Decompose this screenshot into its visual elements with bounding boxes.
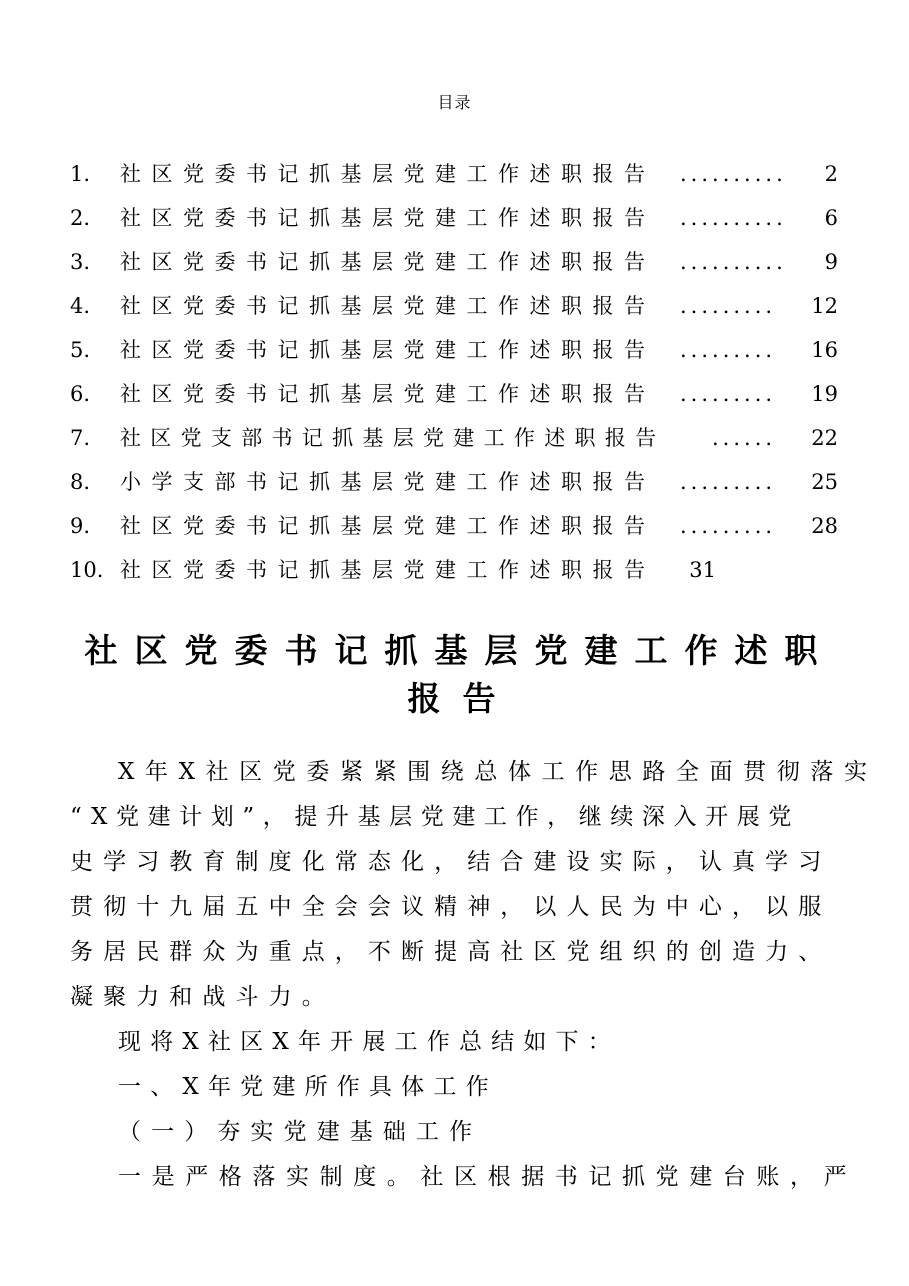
toc-entry-leader: ......... [680,382,777,406]
toc-entry-leader: ......... [680,514,777,538]
toc-entry-title: 社区党支部书记抓基层党建工作述职报告 [120,426,666,450]
toc-entry[interactable] [70,328,840,372]
toc-entry-page: 16 [811,338,838,362]
toc-entry[interactable] [70,240,840,284]
toc-entry-number: 1. [70,162,91,186]
toc-entry-number: 10. [70,558,104,582]
toc-entry-number: 4. [70,294,91,318]
toc-entry[interactable] [70,196,840,240]
paragraph-line: 一是严格落实制度。社区根据书记抓党建台账，严 [118,1164,858,1190]
toc-entry[interactable] [70,504,840,548]
paragraph-line: 史学习教育制度化常态化，结合建设实际，认真学习 [70,849,832,875]
toc-entry-title: 社区党委书记抓基层党建工作述职报告 [120,162,656,186]
toc-entry-page: 28 [811,514,838,538]
toc-entry-title: 社区党委书记抓基层党建工作述职报告 [120,558,656,582]
paragraph-line: X年X社区党委紧紧围绕总体工作思路全面贯彻落实 [118,759,878,785]
toc-entry-leader: ......... [680,338,777,362]
section-heading: 一、X年党建所作具体工作 [118,1074,498,1100]
paragraph-line: “X党建计划”，提升基层党建工作，继续深入开展党 [70,804,800,830]
toc-entry-page: 12 [811,294,838,318]
toc-entry-leader: .......... [680,206,787,230]
toc-entry-leader: .......... [680,162,787,186]
toc-entry-page: 25 [811,470,838,494]
toc-entry-title: 小学支部书记抓基层党建工作述职报告 [120,470,656,494]
toc-entry-leader: ...... [712,426,777,450]
toc-entry[interactable] [70,416,840,460]
toc-entry[interactable] [70,548,840,592]
toc-entry-page: 31 [689,558,716,582]
toc-entry-number: 9. [70,514,91,538]
paragraph-line: 贯彻十九届五中全会会议精神，以人民为中心，以服 [70,894,832,920]
toc-title: 目录 [437,93,472,112]
toc-entry-page: 19 [811,382,838,406]
toc-entry-title: 社区党委书记抓基层党建工作述职报告 [120,206,656,230]
toc-entry-number: 5. [70,338,91,362]
toc-entry-title: 社区党委书记抓基层党建工作述职报告 [120,514,656,538]
document-heading: 社区党委书记抓基层党建工作述职 [84,631,835,670]
paragraph-line: 务居民群众为重点，不断提高社区党组织的创造力、 [70,939,832,965]
toc-entry[interactable] [70,460,840,504]
toc-entry-leader: ......... [680,470,777,494]
toc-entry-leader: .......... [680,250,787,274]
document-heading-continued: 报告 [407,679,518,718]
toc-entry-title: 社区党委书记抓基层党建工作述职报告 [120,338,656,362]
paragraph-line: 现将X社区X年开展工作总结如下： [118,1029,620,1055]
toc-entry-title: 社区党委书记抓基层党建工作述职报告 [120,250,656,274]
toc-entry-number: 2. [70,206,91,230]
toc-entry-page: 2 [824,162,838,186]
toc-entry-title: 社区党委书记抓基层党建工作述职报告 [120,294,656,318]
toc-entry-leader: ......... [680,294,777,318]
toc-entry-number: 8. [70,470,91,494]
toc-entry-page: 22 [811,426,838,450]
toc-entry-number: 3. [70,250,91,274]
toc-entry-number: 7. [70,426,91,450]
toc-entry-page: 9 [824,250,838,274]
table-of-contents [70,152,840,592]
subsection-heading: （一）夯实党建基础工作 [118,1119,483,1145]
toc-entry[interactable] [70,152,840,196]
paragraph-line: 凝聚力和战斗力。 [70,984,335,1010]
toc-entry[interactable] [70,372,840,416]
toc-entry-number: 6. [70,382,91,406]
toc-entry-page: 6 [824,206,838,230]
toc-entry[interactable] [70,284,840,328]
toc-entry-title: 社区党委书记抓基层党建工作述职报告 [120,382,656,406]
